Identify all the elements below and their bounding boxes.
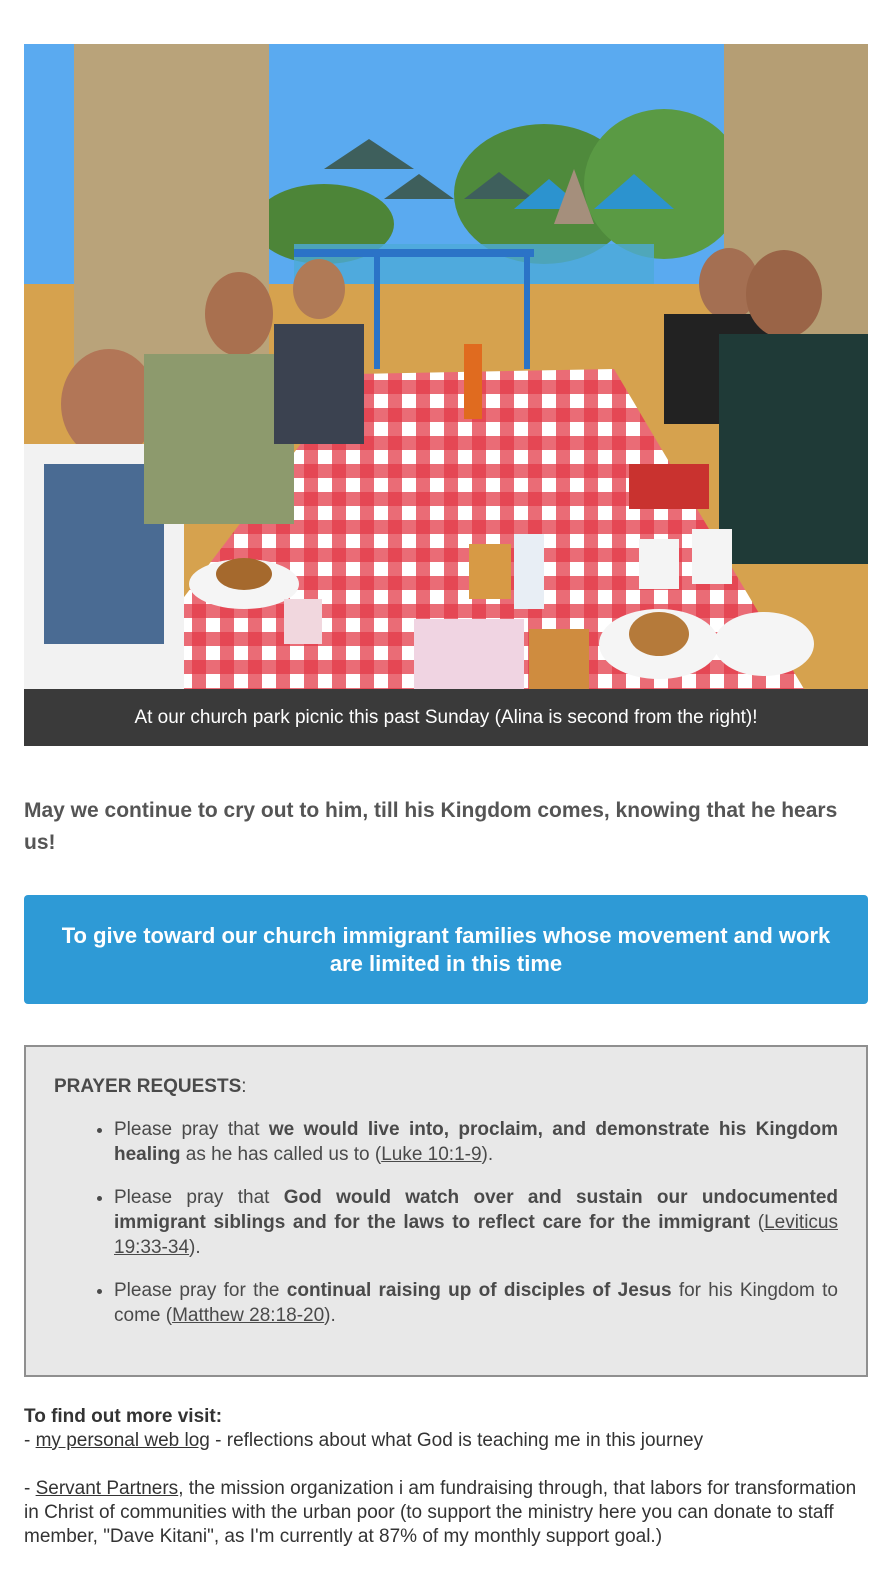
picnic-photo [24,44,868,689]
servant-partners-line: - Servant Partners, the mission organization i am fundraising through, that labors for transformation in Christ of communities with the urban poor (to support the ministry here you can donate to staff member, "Dave Kitani", as I'm currently at 87% of my monthly support goal.) [24,1478,857,1547]
scripture-link-leviticus[interactable]: Leviticus 19:33-34 [114,1212,838,1258]
prayer-item: • Please pray for the continual raising up of disciples of Jesus for his Kingdom to come (Matthew 28:18-20). [114,1278,838,1328]
prayer-item: • Please pray that God would watch over and sustain our undocumented immigrant siblings and for the laws to reflect care for the immigrant (Leviticus 19:33-34). [114,1185,838,1260]
give-button[interactable]: To give toward our church immigrant families whose movement and work are limited in this time [24,895,868,1004]
closing-heading: May we continue to cry out to him, till his Kingdom comes, knowing that he hears us! [24,799,838,854]
prayer-item: • Please pray that we would live into, proclaim, and demonstrate his Kingdom healing as he has called us to (Luke 10:1-9). [114,1117,838,1167]
scripture-link-luke[interactable]: Luke 10:1-9 [381,1144,482,1165]
photo-caption: At our church park picnic this past Sunday (Alina is second from the right)! [24,689,868,746]
find-out-more [24,1405,874,1549]
web-log-line: - my personal web log - reflections about what God is teaching me in this journey [24,1430,704,1451]
scripture-link-matthew[interactable]: Matthew 28:18-20 [172,1305,325,1326]
prayer-requests-title: PRAYER REQUESTS: [54,1076,247,1097]
web-log-link[interactable]: my personal web log [35,1430,210,1451]
prayer-requests-box [24,1045,868,1377]
prayer-list [54,1117,838,1328]
find-out-more-title: To find out more visit: [24,1406,223,1427]
servant-partners-link[interactable]: Servant Partners [35,1478,179,1499]
